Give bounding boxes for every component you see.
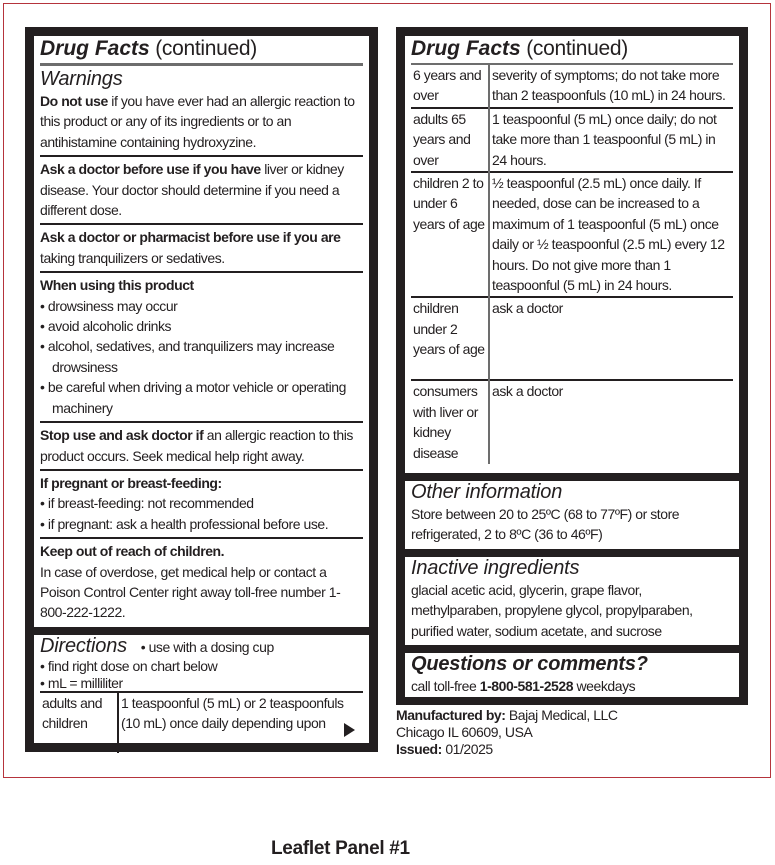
title-rest: (continued) [155, 37, 257, 60]
title-bold: Drug Facts [40, 37, 150, 60]
age-cell: consumers with liver or kidney disease [411, 380, 489, 464]
ask-doctor-label: Ask a doctor before use if you have [40, 161, 261, 178]
when-using-section [40, 273, 363, 423]
list-item: • if breast-feeding: not recommended [40, 493, 363, 513]
manufacturer-address: Chicago IL 60609, USA [396, 724, 533, 740]
pregnant-section [40, 471, 363, 539]
dosage-table-part1 [40, 693, 363, 753]
right-panel [396, 27, 748, 705]
issued-date: 01/2025 [441, 741, 493, 757]
other-information-box [405, 481, 739, 549]
ask-doctor-text: liver or kidney disease. Your doctor should determine if you need a different dose. [40, 161, 344, 219]
dose-cell: ask a doctor [489, 380, 733, 464]
dose-cell: ½ teaspoonful (2.5 mL) once daily. If needed, dose can be increased to a maximum of 1 teaspoonful (5 mL) once daily or ½ teaspoonful (2.5 mL) every 12 hours. Do not give more than 1 teaspoonful (5 mL) in 24 hours. [489, 172, 733, 297]
keep-out-text: In case of overdose, get medical help or contact a Poison Control Center right away toll-free number 1-800-222-1222. [40, 563, 341, 621]
continue-arrow-icon [344, 723, 355, 737]
leaflet-panel-label: Leaflet Panel #1 [271, 838, 410, 859]
drug-facts-title [411, 36, 733, 65]
keep-out-section [40, 539, 363, 626]
inactive-ingredients-box [405, 557, 739, 645]
directions-heading: Directions [40, 635, 127, 657]
age-cell: adults 65 years and over [411, 108, 489, 172]
issued-label: Issued: [396, 741, 442, 757]
ask-pharmacist-text: taking tranquilizers or sedatives. [40, 249, 225, 266]
list-item-text: mL = milliliter [47, 674, 123, 691]
other-information-heading: Other information [411, 481, 563, 503]
pregnant-label: If pregnant or breast-feeding: [40, 474, 222, 491]
list-item: • drowsiness may occur [40, 296, 363, 316]
list-item: • mL = milliliter [40, 674, 123, 691]
list-item: • alcohol, sedatives, and tranquilizers may increase drowsiness [40, 336, 363, 377]
manufacturer-label: Manufactured by: [396, 707, 506, 723]
list-item: • be careful when driving a motor vehicle or operating machinery [40, 377, 363, 418]
do-not-use-text: if you have ever had an allergic reaction to this product or any of its ingredients or to an antihistamine containing hydroxyzine. [40, 93, 355, 150]
list-item: • find right dose on chart below [40, 658, 218, 674]
dose-cell: severity of symptoms; do not take more than 2 teaspoonfuls (10 mL) in 24 hours. [492, 67, 726, 104]
do-not-use-label: Do not use [40, 93, 108, 109]
directions-continued-box [405, 36, 739, 473]
dosage-table [411, 65, 733, 464]
ask-doctor-section [40, 157, 363, 225]
inactive-ingredients-heading: Inactive ingredients [411, 557, 580, 579]
manufacturer-info [396, 707, 618, 758]
table-row [40, 693, 363, 753]
questions-pre: call toll-free [411, 678, 480, 694]
phone-number: 1-800-581-2528 [479, 678, 574, 694]
list-item: • avoid alcoholic drinks [40, 316, 363, 336]
stop-use-label: Stop use and ask doctor if [40, 427, 204, 444]
directions-header [40, 635, 363, 693]
left-panel [25, 27, 378, 752]
other-information-text: Store between 20 to 25ºC (68 to 77ºF) or store refrigerated, 2 to 8ºC (36 to 46ºF) [411, 506, 680, 543]
do-not-use-section [40, 66, 363, 157]
table-row [411, 172, 733, 297]
table-row [411, 65, 733, 108]
dose-cell: 1 teaspoonful (5 mL) once daily; do not take more than 1 teaspoonful (5 mL) in 24 hours. [489, 108, 733, 172]
ask-pharmacist-section [40, 225, 363, 273]
title-bold: Drug Facts [411, 37, 521, 60]
ask-pharmacist-label: Ask a doctor or pharmacist before use if you are [40, 229, 341, 246]
manufacturer-name: Bajaj Medical, LLC [505, 707, 618, 723]
dose-cell: ask a doctor [489, 297, 733, 380]
table-row [411, 297, 733, 380]
questions-box [405, 653, 739, 697]
table-row [411, 108, 733, 172]
age-cell: children 2 to under 6 years of age [411, 172, 489, 297]
inactive-ingredients-text: glacial acetic acid, glycerin, grape flavor, methylparaben, propylene glycol, propylparaben, purified water, sodium acetate, and sucrose [411, 582, 693, 639]
list-item: • use with a dosing cup [140, 639, 274, 655]
warnings-heading: Warnings [40, 68, 123, 90]
list-item-text: find right dose on chart below [47, 658, 218, 674]
stop-use-text: an allergic reaction to this product occurs. Seek medical help right away. [40, 427, 353, 464]
drug-facts-title [40, 36, 363, 66]
keep-out-label: Keep out of reach of children. [40, 543, 225, 560]
list-item: • if pregnant: ask a health professional before use. [40, 514, 363, 534]
table-row [411, 380, 733, 464]
directions-box [34, 635, 369, 743]
questions-heading: Questions or comments? [411, 653, 648, 675]
dose-cell: 1 teaspoonful (5 mL) or 2 teaspoonfuls (10 mL) once daily depending upon [121, 695, 344, 732]
warnings-box [34, 36, 369, 627]
title-rest: (continued) [526, 37, 628, 60]
questions-post: weekdays [573, 678, 636, 694]
when-using-label: When using this product [40, 277, 194, 294]
age-cell: children under 2 years of age [411, 297, 489, 380]
age-cell: 6 years and over [411, 65, 489, 108]
list-item-text: use with a dosing cup [148, 639, 274, 655]
questions-text [411, 676, 733, 696]
stop-use-section [40, 423, 363, 471]
age-cell: adults and children [40, 693, 118, 753]
